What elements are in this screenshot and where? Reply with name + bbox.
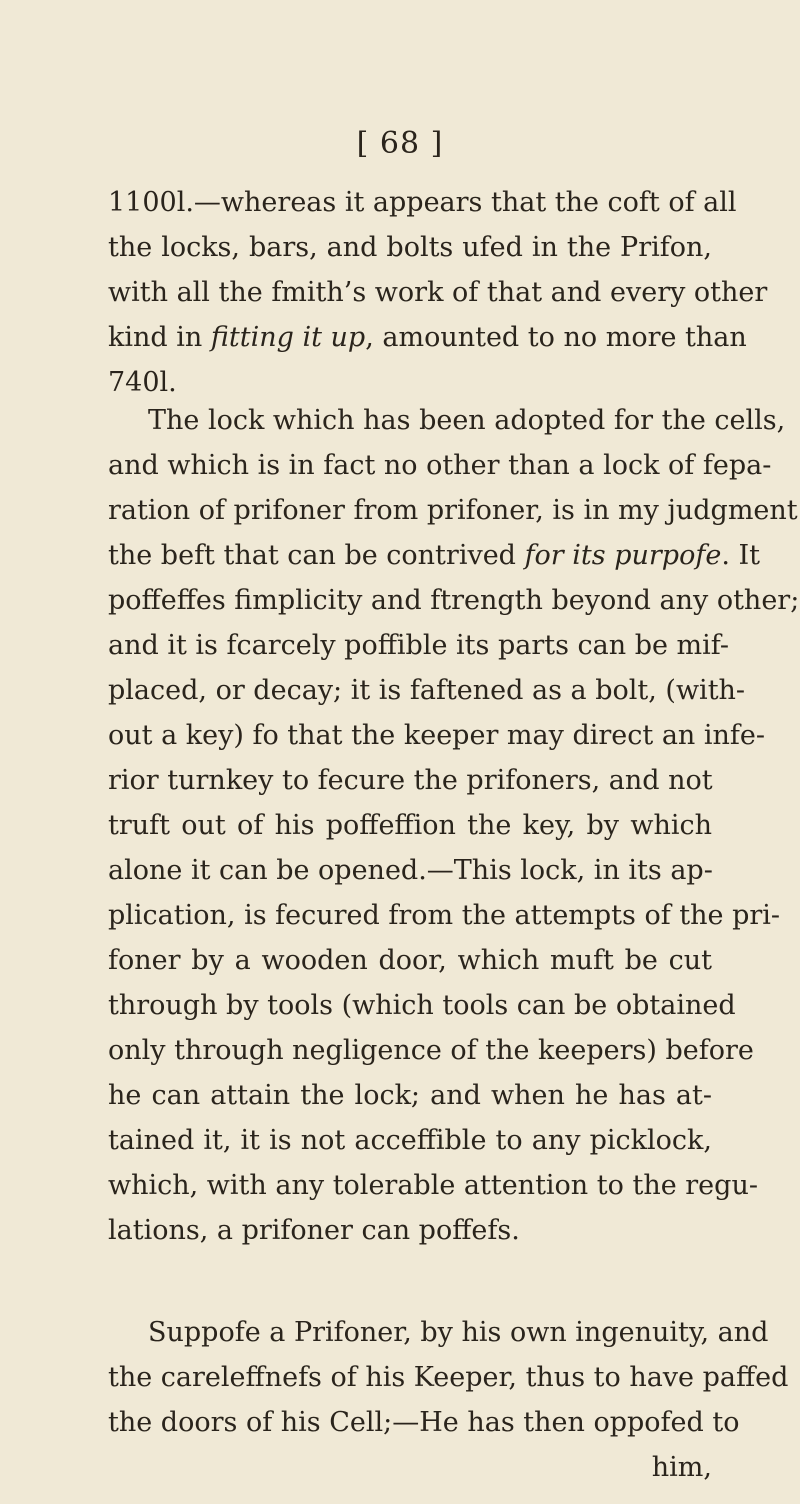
text-line: plication, is fecured from the attempts of the pri- — [108, 900, 781, 931]
text-line: poffeffes fimplicity and ftrength beyond any other; — [108, 585, 800, 616]
text-line: lations, a prifoner can poffefs. — [108, 1215, 520, 1246]
text-line: 740l. — [108, 367, 177, 398]
text-line: alone it can be opened.—This lock, in its ap- — [108, 855, 713, 886]
text-line: the beft that can be contrived for its purpofe. It — [108, 540, 761, 571]
catchword: him, — [651, 1452, 712, 1483]
text-line: and it is fcarcely poffible its parts can be mif- — [108, 630, 729, 661]
italic-phrase: for its purpofe — [524, 540, 722, 571]
text-line: rior turnkey to fecure the prifoners, and not — [108, 765, 713, 796]
text-line: through by tools (which tools can be obtained — [108, 990, 736, 1021]
text-line: with all the fmith’s work of that and every other — [108, 277, 768, 308]
italic-phrase: fitting it up — [210, 322, 366, 353]
text-line: The lock which has been adopted for the cells, — [148, 405, 786, 436]
text-line: only through negligence of the keepers) before — [108, 1035, 754, 1066]
text-line: out a key) fo that the keeper may direct an infe- — [108, 720, 766, 751]
paragraph-2 — [108, 398, 800, 1253]
text-line: which, with any tolerable attention to the regu- — [108, 1170, 758, 1201]
text-line: the doors of his Cell;—He has then oppofed to — [108, 1407, 740, 1438]
text-line: kind in fitting it up, amounted to no more than — [108, 322, 747, 353]
text-line: tained it, it is not acceffible to any picklock, — [108, 1125, 712, 1156]
text-line: he can attain the lock; and when he has at- — [108, 1080, 712, 1111]
text-line: foner by a wooden door, which muft be cut — [108, 945, 712, 976]
text-line: and which is in fact no other than a lock of fepa- — [108, 450, 772, 481]
text-line: the careleffnefs of his Keeper, thus to have paffed — [108, 1362, 789, 1393]
text-line: placed, or decay; it is faftened as a bolt, (with- — [108, 675, 746, 706]
text-line: the locks, bars, and bolts ufed in the Prifon, — [108, 232, 712, 263]
text-line: truft out of his poffeffion the key, by which — [108, 810, 712, 841]
page-number: [ 68 ] — [356, 126, 444, 161]
text-line: ration of prifoner from prifoner, is in my judgment — [108, 495, 798, 526]
text-line: 1100l.—whereas it appears that the coft of all — [108, 187, 737, 218]
paragraph-3 — [108, 1310, 789, 1490]
text-line: Suppofe a Prifoner, by his own ingenuity, and — [148, 1317, 769, 1348]
paragraph-1 — [108, 180, 768, 405]
